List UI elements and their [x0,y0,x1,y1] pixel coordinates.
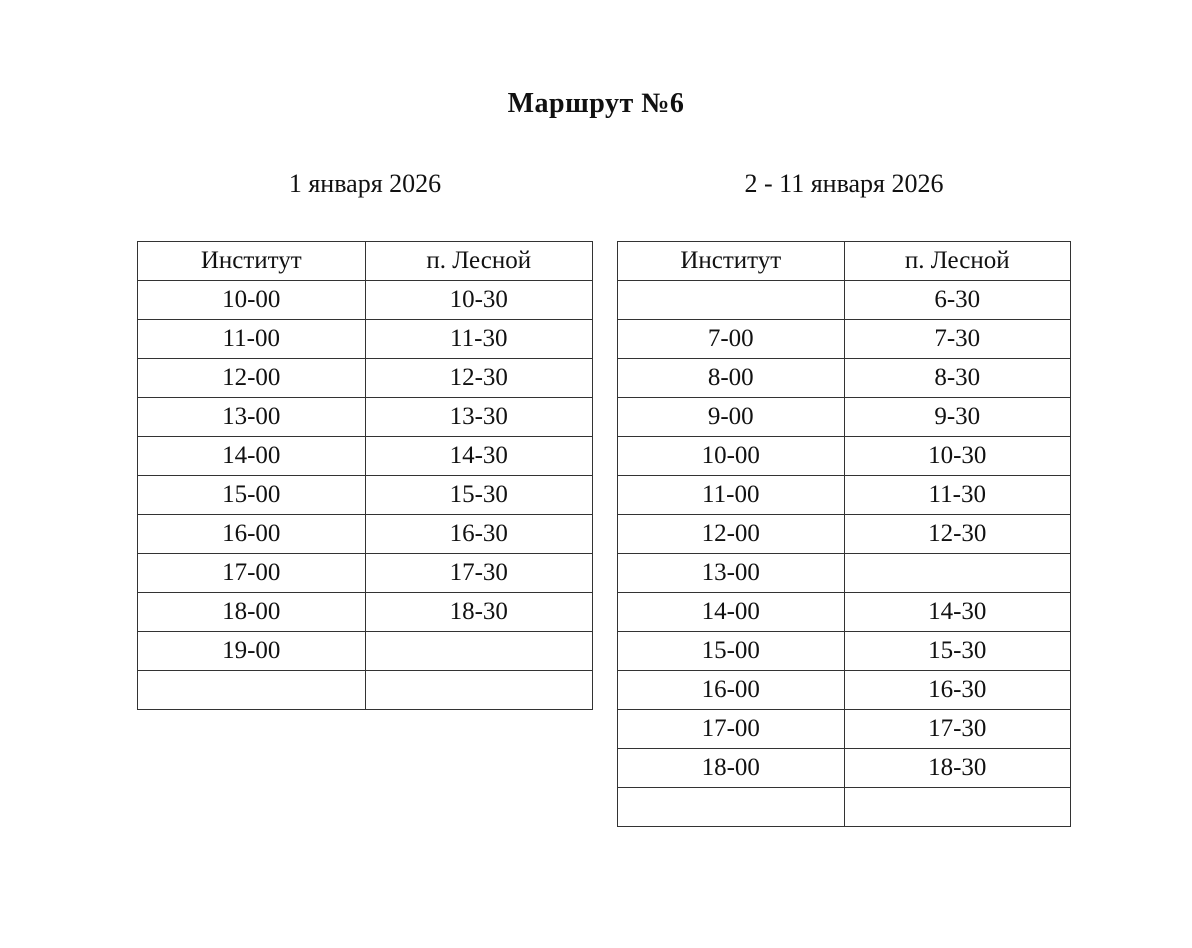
time-cell [618,281,845,320]
time-cell: 10-00 [618,437,845,476]
time-cell: 14-30 [844,593,1071,632]
table-row [138,554,593,593]
time-cell: 15-30 [365,476,593,515]
page-title: Маршрут №6 [507,88,685,119]
time-cell: 17-30 [365,554,593,593]
time-cell: 15-00 [618,632,845,671]
time-cell: 14-00 [138,437,366,476]
column-header: Институт [618,242,845,281]
header-row [618,242,1071,281]
time-cell: 18-30 [365,593,593,632]
table-row [138,632,593,671]
time-cell: 16-00 [138,515,366,554]
time-cell: 16-00 [618,671,845,710]
time-cell: 12-00 [618,515,845,554]
table-row [138,476,593,515]
time-cell: 17-30 [844,710,1071,749]
time-cell: 7-00 [618,320,845,359]
schedule-table-jan2-11 [617,241,1071,827]
time-cell: 15-30 [844,632,1071,671]
time-cell: 10-30 [365,281,593,320]
time-cell: 7-30 [844,320,1071,359]
table-row [618,749,1071,788]
time-cell: 18-00 [138,593,366,632]
column-header: п. Лесной [844,242,1071,281]
table-row [618,710,1071,749]
time-cell: 15-00 [138,476,366,515]
time-cell: 10-30 [844,437,1071,476]
table-row [618,437,1071,476]
table-row [618,593,1071,632]
table-row [618,554,1071,593]
time-cell: 18-30 [844,749,1071,788]
time-cell [844,788,1071,827]
table-row [138,359,593,398]
time-cell: 13-00 [138,398,366,437]
time-cell: 12-30 [365,359,593,398]
column-header: п. Лесной [365,242,593,281]
time-cell [618,788,845,827]
table-row [138,671,593,710]
time-cell: 18-00 [618,749,845,788]
time-cell: 17-00 [138,554,366,593]
time-cell: 6-30 [844,281,1071,320]
table-row [618,476,1071,515]
table-row [138,593,593,632]
time-cell: 13-00 [618,554,845,593]
table-row [618,788,1071,827]
time-cell: 8-00 [618,359,845,398]
time-cell: 16-30 [844,671,1071,710]
table-row [618,632,1071,671]
table-row [618,398,1071,437]
table-row [138,320,593,359]
time-cell: 9-30 [844,398,1071,437]
column-header: Институт [138,242,366,281]
table-row [618,281,1071,320]
header-row [138,242,593,281]
table-row [618,515,1071,554]
time-cell: 10-00 [138,281,366,320]
table-row [138,515,593,554]
table-row [138,281,593,320]
time-cell: 11-30 [365,320,593,359]
time-cell: 11-00 [618,476,845,515]
time-cell: 12-00 [138,359,366,398]
time-cell [365,632,593,671]
table-row [618,320,1071,359]
time-cell: 13-30 [365,398,593,437]
table-row [138,437,593,476]
time-cell: 14-00 [618,593,845,632]
time-cell: 14-30 [365,437,593,476]
date-heading-right: 2 - 11 января 2026 [744,169,944,198]
time-cell [844,554,1071,593]
time-cell: 12-30 [844,515,1071,554]
time-cell: 11-00 [138,320,366,359]
time-cell [138,671,366,710]
time-cell: 17-00 [618,710,845,749]
time-cell: 11-30 [844,476,1071,515]
time-cell: 16-30 [365,515,593,554]
time-cell: 9-00 [618,398,845,437]
table-row [618,671,1071,710]
schedule-table-jan1 [137,241,593,710]
date-heading-left: 1 января 2026 [288,169,442,198]
time-cell [365,671,593,710]
time-cell: 8-30 [844,359,1071,398]
table-row [138,398,593,437]
table-row [618,359,1071,398]
time-cell: 19-00 [138,632,366,671]
